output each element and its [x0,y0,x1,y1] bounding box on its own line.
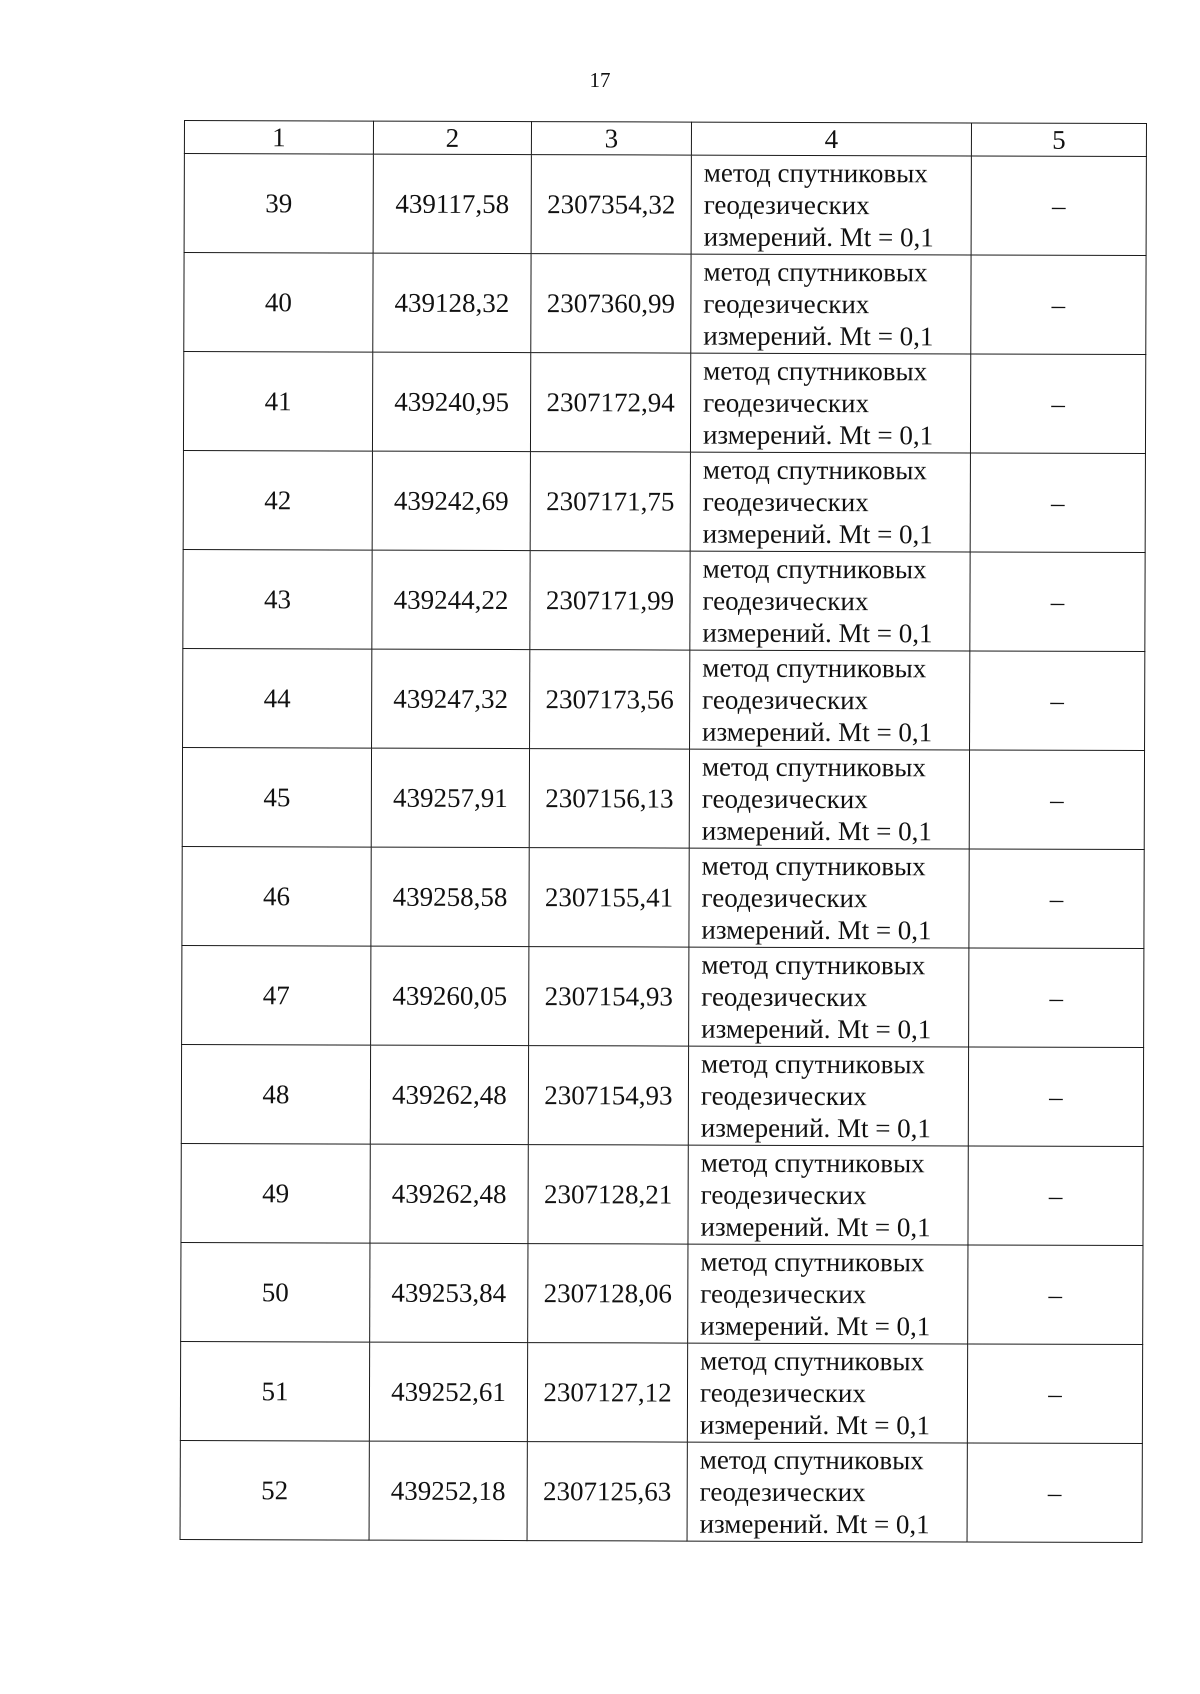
table-row [183,549,1145,651]
table-row [181,1143,1143,1245]
table-row [181,1044,1143,1146]
table-row [184,253,1146,355]
point-number-cell: 46 [182,846,371,946]
y-coordinate-cell: 2307172,94 [530,353,690,453]
method-cell [687,1442,967,1542]
method-line: метод спутниковых [702,652,927,684]
method-line: метод спутниковых [702,454,927,486]
x-coordinate-cell: 439257,91 [371,748,529,847]
point-number-cell: 39 [184,154,373,254]
extra-cell: – [967,1443,1142,1543]
table-row [182,747,1144,849]
y-coordinate-cell: 2307154,93 [529,947,689,1047]
method-line: измерений. Mt = 0,1 [701,815,932,847]
y-coordinate-cell: 2307125,63 [527,1442,687,1542]
method-line: измерений. Mt = 0,1 [699,1508,930,1540]
extra-cell: – [969,750,1144,850]
method-line: геодезических [700,1179,867,1211]
point-number-cell: 50 [181,1242,370,1342]
method-line: геодезических [703,387,870,419]
method-line: геодезических [699,1377,866,1409]
method-line: метод спутниковых [700,1048,926,1080]
coordinates-table [180,120,1147,1543]
method-line: геодезических [702,684,869,716]
extra-cell: – [968,1146,1143,1246]
method-line: метод спутниковых [702,553,927,585]
method-cell [689,848,969,948]
method-line: метод спутниковых [703,355,928,387]
method-line: метод спутниковых [700,1147,925,1179]
y-coordinate-cell: 2307171,75 [530,452,690,552]
method-cell [687,1343,967,1443]
point-number-cell: 44 [183,648,372,748]
extra-cell: – [969,948,1144,1048]
method-cell [689,749,969,849]
method-line: метод спутниковых [703,157,928,189]
table-row [183,450,1145,552]
x-coordinate-cell: 439252,18 [369,1441,527,1540]
extra-cell: – [971,156,1146,256]
page-number: 17 [589,68,611,92]
method-line: геодезических [701,882,868,914]
method-line: геодезических [702,585,869,617]
x-coordinate-cell: 439244,22 [372,550,530,649]
y-coordinate-cell: 2307154,93 [528,1046,688,1146]
method-line: измерений. Mt = 0,1 [701,1013,932,1045]
x-coordinate-cell: 439128,32 [373,253,531,352]
method-line: метод спутниковых [701,751,927,783]
point-number-cell: 47 [182,945,371,1045]
method-cell [688,1145,968,1245]
point-number-cell: 48 [181,1044,370,1144]
method-cell [690,650,970,750]
table-header-row [184,121,1146,157]
method-line: метод спутниковых [703,256,928,288]
table-row [184,154,1146,256]
x-coordinate-cell: 439258,58 [371,847,529,946]
point-number-cell: 52 [180,1440,369,1540]
column-header-4: 4 [691,122,971,156]
method-line: геодезических [701,783,868,815]
point-number-cell: 41 [183,352,372,452]
method-line: геодезических [701,981,868,1013]
method-line: измерений. Mt = 0,1 [700,1211,931,1243]
y-coordinate-cell: 2307128,21 [528,1145,688,1245]
x-coordinate-cell: 439247,32 [372,649,530,748]
column-header-1: 1 [184,121,373,155]
extra-cell: – [967,1344,1142,1444]
x-coordinate-cell: 439262,48 [370,1045,528,1144]
method-line: измерений. Mt = 0,1 [702,617,933,649]
method-cell [691,254,971,354]
y-coordinate-cell: 2307128,06 [528,1244,688,1344]
method-cell [688,1046,968,1146]
method-line: измерений. Mt = 0,1 [701,914,932,946]
table-row [180,1440,1142,1542]
table-row [182,846,1144,948]
method-line: геодезических [703,288,870,320]
y-coordinate-cell: 2307156,13 [529,749,689,849]
method-line: метод спутниковых [701,850,926,882]
y-coordinate-cell: 2307173,56 [530,650,690,750]
method-line: метод спутниковых [700,1345,925,1377]
method-cell [689,947,969,1047]
point-number-cell: 42 [183,450,372,550]
method-cell [690,452,970,552]
method-line: измерений. Mt = 0,1 [703,221,934,253]
table-row [183,648,1145,750]
method-line: геодезических [699,1476,866,1508]
method-line: метод спутниковых [700,1246,925,1278]
method-line: геодезических [700,1080,867,1112]
method-line: измерений. Mt = 0,1 [703,320,934,352]
y-coordinate-cell: 2307155,41 [529,848,689,948]
extra-cell: – [968,1047,1143,1147]
table-body [180,154,1146,1543]
point-number-cell: 45 [182,747,371,847]
y-coordinate-cell: 2307354,32 [531,155,691,255]
method-cell [690,551,970,651]
x-coordinate-cell: 439240,95 [372,352,530,451]
extra-cell: – [970,453,1145,553]
point-number-cell: 49 [181,1143,370,1243]
method-line: измерений. Mt = 0,1 [702,518,933,550]
x-coordinate-cell: 439253,84 [370,1243,528,1342]
column-header-2: 2 [373,121,531,154]
method-line: измерений. Mt = 0,1 [702,716,933,748]
method-cell [688,1244,968,1344]
extra-cell: – [970,552,1145,652]
method-line: геодезических [700,1278,867,1310]
method-line: метод спутниковых [699,1444,924,1476]
y-coordinate-cell: 2307360,99 [531,254,691,354]
point-number-cell: 40 [184,253,373,353]
method-cell [690,353,970,453]
x-coordinate-cell: 439117,58 [373,154,531,253]
point-number-cell: 43 [183,549,372,649]
extra-cell: – [968,1245,1143,1345]
column-header-3: 3 [531,122,691,156]
method-line: измерений. Mt = 0,1 [702,419,934,451]
method-line: геодезических [703,189,870,221]
column-header-5: 5 [971,123,1146,157]
extra-cell: – [970,651,1145,751]
x-coordinate-cell: 439242,69 [372,451,530,550]
method-cell [691,155,971,255]
extra-cell: – [969,849,1144,949]
x-coordinate-cell: 439262,48 [370,1144,528,1243]
table-row [182,945,1144,1047]
method-line: геодезических [702,486,869,518]
table-row [180,1341,1142,1443]
y-coordinate-cell: 2307171,99 [530,551,690,651]
point-number-cell: 51 [180,1341,369,1441]
method-line: метод спутниковых [701,949,926,981]
table-row [181,1242,1143,1344]
method-line: измерений. Mt = 0,1 [700,1112,932,1144]
extra-cell: – [970,354,1145,454]
extra-cell: – [971,255,1146,355]
x-coordinate-cell: 439252,61 [369,1342,527,1441]
y-coordinate-cell: 2307127,12 [527,1343,687,1443]
method-line: измерений. Mt = 0,1 [699,1409,931,1441]
x-coordinate-cell: 439260,05 [371,946,529,1045]
method-line: измерений. Mt = 0,1 [700,1310,931,1342]
table-row [183,352,1145,454]
